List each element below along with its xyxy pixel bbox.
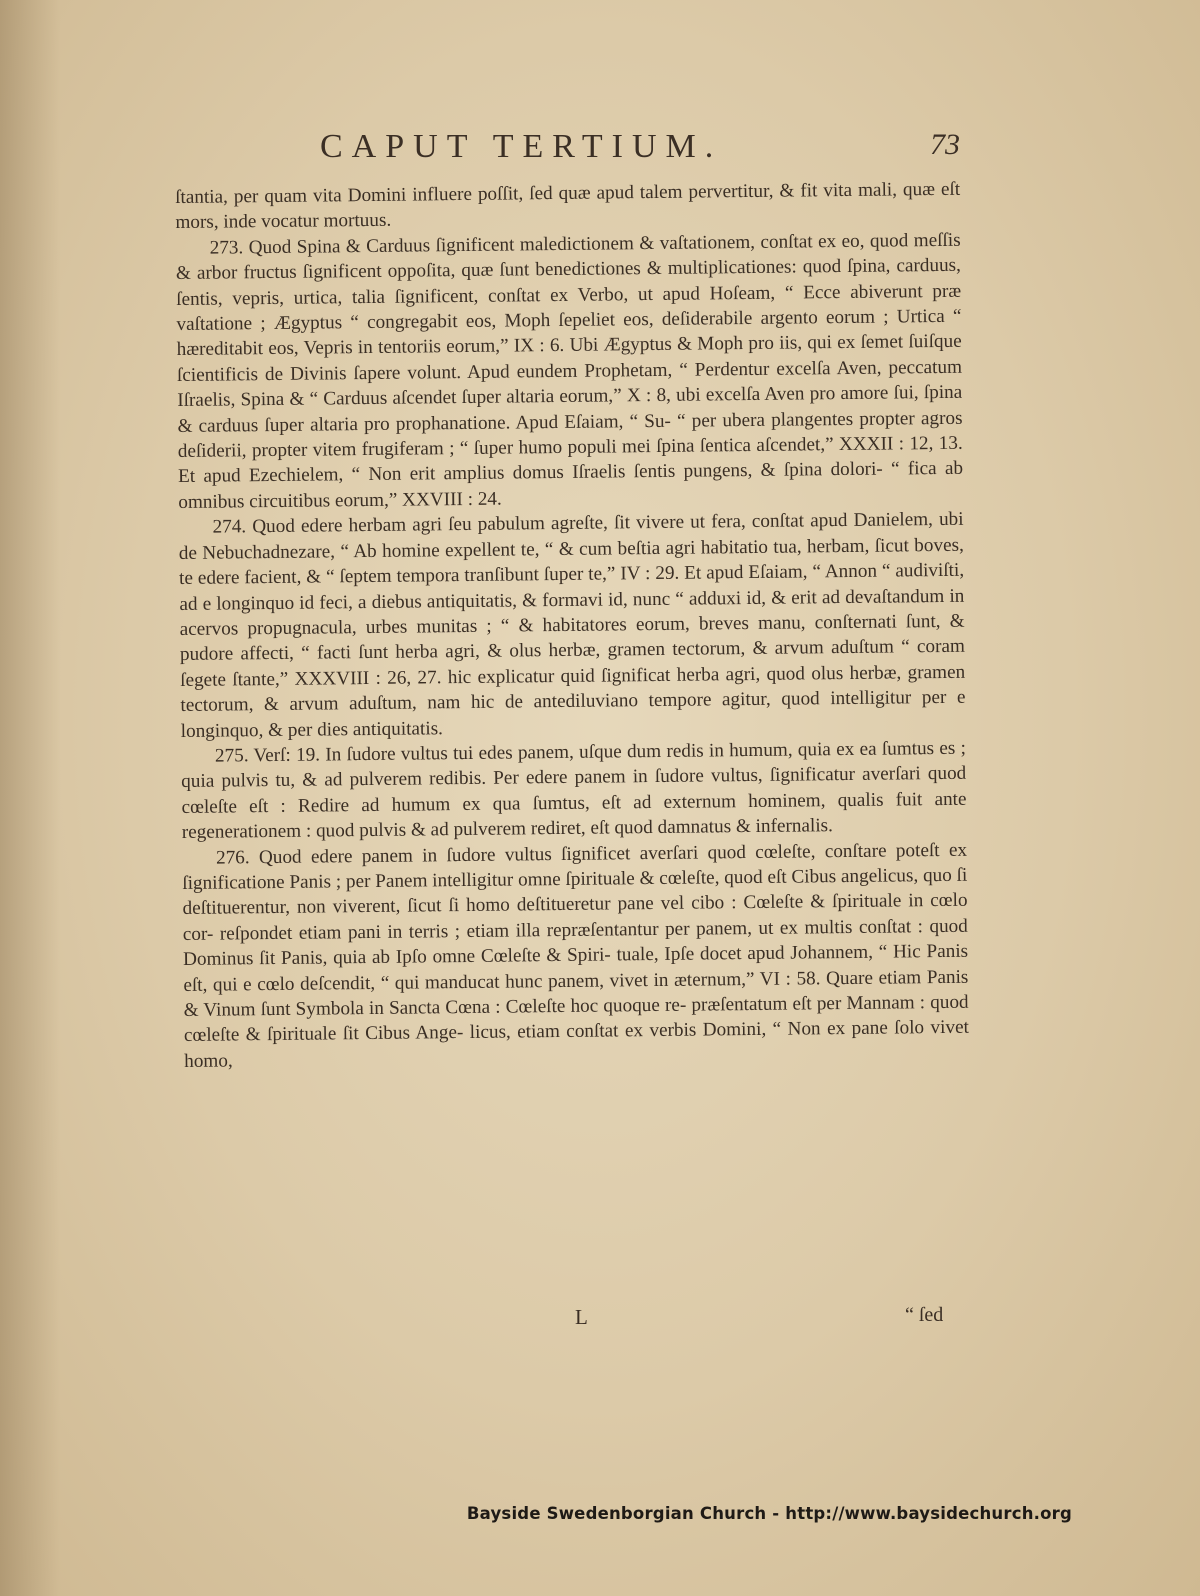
page-number: 73 xyxy=(930,128,960,161)
body-text xyxy=(175,177,969,1074)
paragraph-274: 274. Quod edere herbam agri ſeu pabulum agreſte, ſit vivere ut fera, conſtat apud Danielem, ubi de Nebuchadnezare, “ Ab homine expellent te, “ & cum beſtia agri habitatio tua, herbam, ſicut boves, te edere facient, & “ ſeptem tempora tranſibunt ſuper te,” IV : 29. Et apud Eſaiam, “ Annon “ audiviſti, ad e longinquo id feci, a diebus antiquitatis, & formavi id, nunc “ adduxi id, & erit ad devaſtandum in acervos propugnacula, urbes munitas ; “ & habitatores eorum, breves manu, conſternati ſunt, & pudore affecti, “ facti ſunt herba agri, & olus herbæ, gramen tectorum, & arvum aduſtum “ coram ſegete ſtante,” XXXVIII : 26, 27. hic explicatur quid ſignificat herba agri, quod olus herbæ, gramen tectorum, & arvum aduſtum, nam hic de antediluviano tempore agitur, quod intelligitur per e longinquo, & per dies antiquitatis. xyxy=(178,509,966,742)
running-head xyxy=(175,128,960,168)
paragraph-continuation: ſtantia, per quam vita Domini influere poſſit, ſed quæ apud talem pervertitur, & fit vita mali, quæ eſt mors, inde vocatur mortuus. xyxy=(175,178,961,234)
page-edge-shadow xyxy=(0,0,60,1596)
paragraph-275: 275. Verſ: 19. In ſudore vultus tui edes panem, uſque dum redis in humum, quia ex ea ſumtus es ; quia pulvis tu, & ad pulverem redibis. Per edere panem in ſudore vultus, ſignificatur averſari quod cœleſte eſt : Redire ad humum ex qua ſumtus, eſt ad externum hominem, qualis fuit ante regenerationem : quod pulvis & ad pulverem rediret, eſt quod damnatus & infernalis. xyxy=(181,737,967,844)
paragraph-273: 273. Quod Spina & Carduus ſignificent maledictionem & vaſtationem, conſtat ex eo, quod meſſis & arbor fructus ſignificent oppoſita, quæ ſunt benedictiones & multiplicationes: quod ſpina, carduus, ſentis, vepris, urtica, talia ſignificent, conſtat ex Verbo, ut apud Hoſeam, “ Ecce abiverunt præ vaſtatione ; Ægyptus “ congregabit eos, Moph ſepeliet eos, deſiderabile argento eorum ; Urtica “ hæreditabit eos, Vepris in tentoriis eorum,” IX : 6. Ubi Ægyptus & Moph pro iis, qui ex ſemet ſuiſque ſcientificis de Divinis ſapere volunt. Apud eundem Prophetam, “ Perdentur excelſa Aven, peccatum Iſraelis, Spina & “ Carduus aſcendet ſuper altaria eorum,” X : 8, ubi excelſa Aven pro amore ſui, ſpina & carduus ſuper altaria pro prophanatione. Apud Eſaiam, “ Su- “ per ubera plangentes propter agros deſiderii, propter vitem frugiferam ; “ ſuper humo populi mei ſpina ſentica aſcendet,” XXXII : 12, 13. Et apud Ezechielem, “ Non erit amplius domus Iſraelis ſentis pungens, & ſpina dolori- “ fica ab omnibus circuitibus eorum,” XXVIII : 24. xyxy=(175,229,964,513)
paragraph-276: 276. Quod edere panem in ſudore vultus ſignificet averſari quod cœleſte, conſtare poteſt ex ſignificatione Panis ; per Panem intelligitur omne ſpirituale & cœleſte, quod eſt Cibus angelicus, quo ſi deſtituerentur, non viverent, ſicut ſi homo deſtitueretur pane vel cibo : Cœleſte & ſpirituale in cœlo cor- reſpondet etiam pani in terris ; etiam illa repræſentantur per panem, ut ex multis conſtat : quod Dominus ſit Panis, quia ab Ipſo omne Cœleſte & Spiri- tuale, Ipſe docet apud Johannem, “ Hic Panis eſt, qui e cœlo deſcendit, “ qui manducat hunc panem, vivet in æternum,” VI : 58. Quare etiam Panis & Vinum ſunt Symbola in Sancta Cœna : Cœleſte hoc quoque re- præſentatum eſt per Mannam : quod cœleſte & ſpirituale ſit Cibus Ange- licus, etiam conſtat ex verbis Domini, “ Non ex pane ſolo vivet homo, xyxy=(182,839,969,1072)
running-title: CAPUT TERTIUM. xyxy=(320,128,723,165)
source-credit: Bayside Swedenborgian Church - http://www.baysidechurch.org xyxy=(466,1504,1072,1523)
catchword: “ ſed xyxy=(905,1304,944,1326)
signature-mark: L xyxy=(575,1305,588,1329)
